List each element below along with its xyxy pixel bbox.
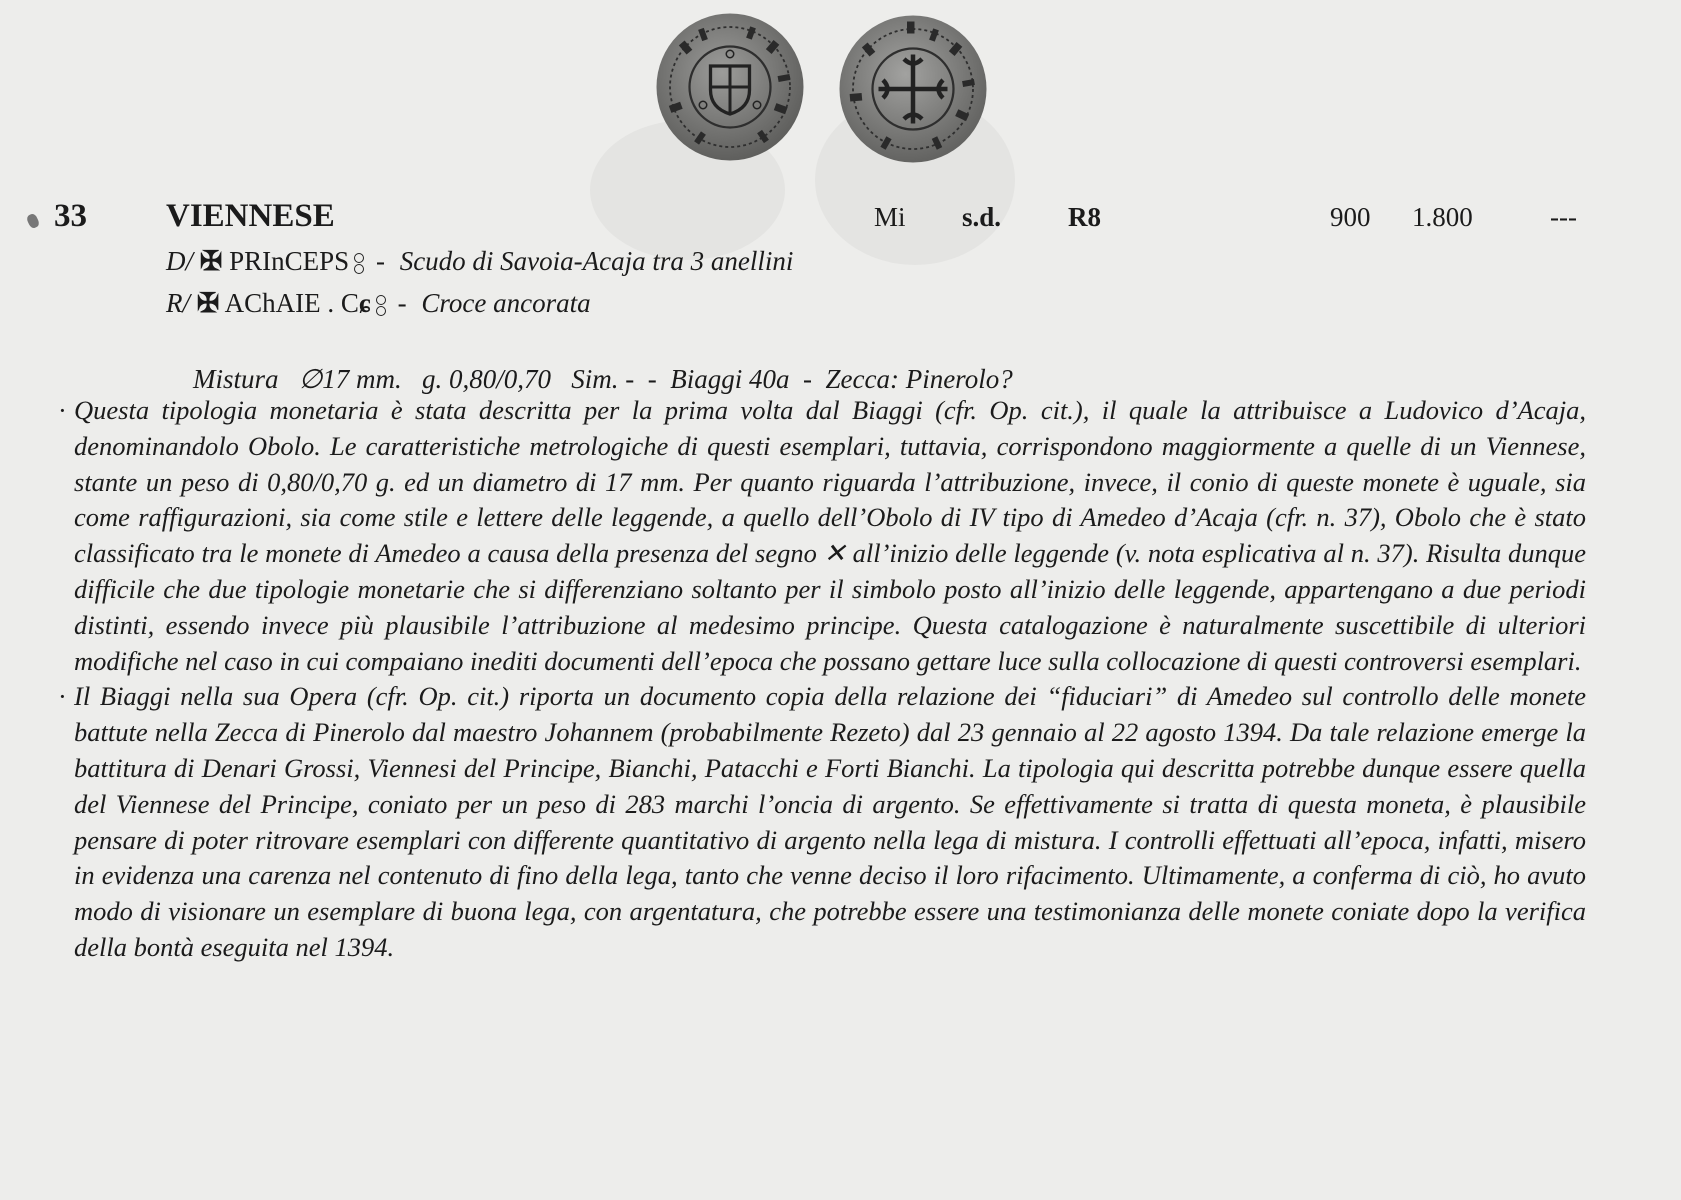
- obverse-separator: -: [375, 246, 385, 276]
- note-bullet: ·: [58, 681, 67, 712]
- note-text: Il Biaggi nella sua Opera (cfr. Op. cit.) riporta un documento copia della relazione dei “fiduciari” di Amedeo sul controllo delle monete battute nella Zecca di Pinerolo dal maestro Johannem (probabilmente Rezeto) dal 23 gennaio al 22 agosto 1394. Da tale relazione emerge la battitura di Denari Grossi, Viennesi del Principe, Bianchi, Patacchi e Forti Bianchi. La tipologia qui descritta potrebbe dunque essere quella del Viennese del Principe, coniato per un peso di 283 marchi l’oncia di argento. Se effettivamente si tratta di questa moneta, è plausibile pensare di poter ritrovare esemplari con differente quantitativo di argento nella lega di mistura. I controlli effettuati all’epoca, infatti, misero in evidenza una carenza nel contenuto di fino della lega, tanto che venne deciso il loro rifacimento. Ultimamente, a conferma di ciò, ho avuto modo di visionare un esemplare di buona lega, con argentatura, che potrebbe essere una testimonianza delle monete coniate dopo la verifica della bontà eseguita nel 1394.: [74, 681, 1586, 962]
- note-text: Questa tipologia monetaria è stata descritta per la prima volta dal Biaggi (cfr. Op. cit.), il quale la attribuisce a Ludovico d’Acaja, denominandolo Obolo. Le caratteristiche metrologiche di questi esemplari, tuttavia, corrispondono maggiormente a quelle di un Viennese, stante un peso di 0,80/0,70 g. ed un diametro di 17 mm. Per quanto riguarda l’attribuzione, invece, il conio di queste monete è uguale, sia come raffigurazioni, sia come stile e lettere delle leggende, a quello dell’Obolo di IV tipo di Amedeo d’Acaja (cfr. n. 37), Obolo che è stato classificato tra le monete di Amedeo a causa della presenza del segno ✕ all’inizio delle leggende (v. nota esplicativa al n. 37). Risulta dunque difficile che due tipologie monetarie che si differenziano soltanto per il simbolo posto all’inizio delle leggende, appartengano a due periodi distinti, essendo invece più plausibile l’attribuzione al medesimo principe. Questa catalogazione è naturalmente suscettibile di ulteriori modifiche nel caso in cui compaiano inediti documenti dell’epoca che possano gettare luce sulla collocazione di questi controversi esemplari.: [74, 395, 1586, 676]
- notes-block: [58, 393, 1586, 966]
- obverse-description: Scudo di Savoia-Acaja tra 3 anellini: [399, 246, 794, 276]
- obverse-prefix: D/: [166, 246, 193, 276]
- two-rings-icon: [353, 252, 365, 275]
- entry-price-2: 1.800: [1412, 202, 1473, 232]
- coin-obverse-image: [655, 12, 805, 162]
- cross-symbol-icon: ✠: [196, 288, 220, 318]
- note-paragraph: [58, 679, 1586, 965]
- specs-text: Mistura ∅17 mm. g. 0,80/0,70 Sim. - - Biaggi 40a - Zecca: Pinerolo?: [193, 364, 1013, 394]
- reverse-description: Croce ancorata: [421, 288, 591, 318]
- reverse-line: [166, 285, 591, 321]
- reverse-separator: -: [397, 288, 407, 318]
- c-variant-glyph-icon: ɕ: [358, 288, 371, 318]
- entry-metal: Mi: [874, 202, 906, 232]
- entry-price-1: 900: [1330, 202, 1371, 232]
- margin-mark: [26, 213, 41, 230]
- entry-number: 33: [54, 198, 87, 234]
- obverse-line: [166, 243, 793, 279]
- ghost-text: [1380, 315, 1386, 341]
- coin-reverse-image: [838, 14, 988, 164]
- entry-name: VIENNESE: [166, 198, 335, 234]
- two-rings-icon: [375, 294, 387, 317]
- note-paragraph: [58, 393, 1586, 679]
- entry-date: s.d.: [962, 202, 1002, 232]
- note-bullet: ·: [58, 395, 67, 425]
- cross-symbol-icon: ✠: [199, 246, 223, 276]
- reverse-legend: AChAIE . C: [224, 288, 359, 318]
- entry-rarity: R8: [1068, 202, 1101, 232]
- entry-price-3: ---: [1550, 202, 1577, 232]
- reverse-prefix: R/: [166, 288, 190, 318]
- obverse-legend: PRInCEPS: [229, 246, 350, 276]
